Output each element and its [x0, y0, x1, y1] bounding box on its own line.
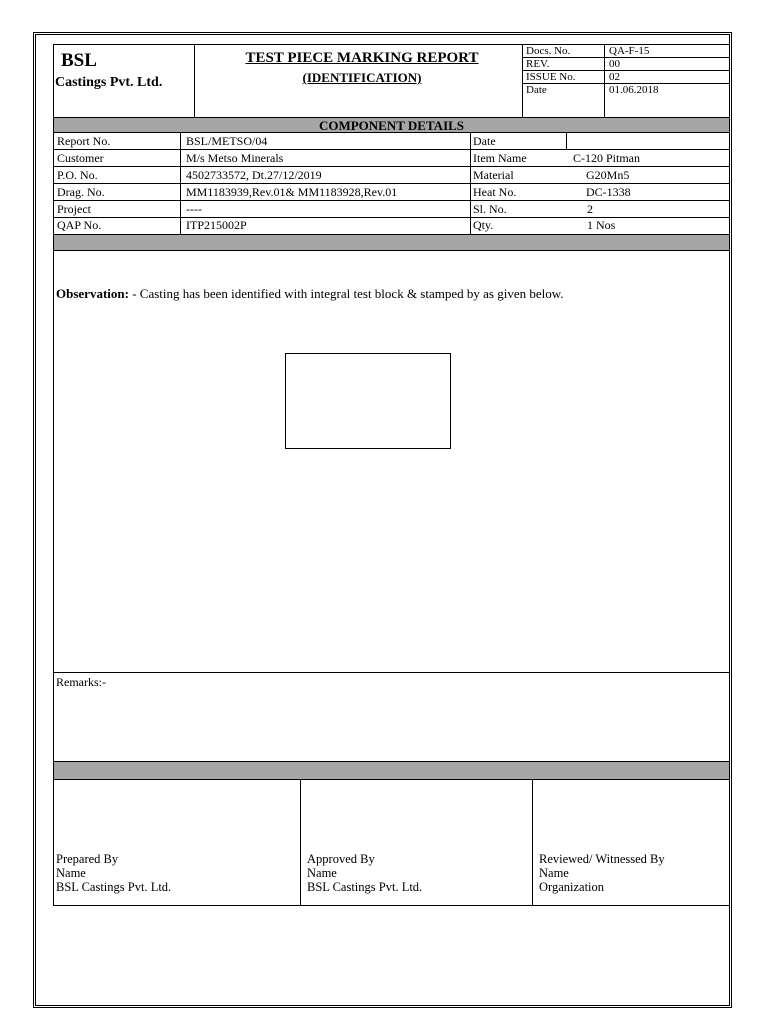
item-name-value: C-120 Pitman: [573, 151, 641, 165]
doc-date-label: Date: [526, 84, 547, 96]
observation-text: [56, 287, 564, 300]
approved-by-name: Name: [307, 866, 337, 880]
qap-no-value: ITP215002P: [186, 218, 247, 232]
doc-no-label: Docs. No.: [526, 45, 571, 57]
qap-no-label: QAP No.: [57, 218, 102, 232]
reviewed-by-label: Reviewed/ Witnessed By: [539, 852, 665, 866]
prepared-by-name: Name: [56, 866, 86, 880]
drag-no-label: Drag. No.: [57, 185, 105, 199]
observation-label: Observation:: [56, 286, 129, 301]
po-no-value: 4502733572, Dt.27/12/2019: [186, 168, 322, 182]
issue-no-label: ISSUE No.: [526, 71, 576, 83]
report-no-label: Report No.: [57, 134, 111, 148]
drag-no-value: MM1183939,Rev.01& MM1183928,Rev.01: [186, 185, 398, 199]
material-label: Material: [473, 168, 514, 182]
prepared-by-label: Prepared By: [56, 852, 119, 866]
rev-label: REV.: [526, 58, 550, 70]
observation-section: [53, 250, 730, 673]
reviewed-by-name: Name: [539, 866, 569, 880]
component-details-title: COMPONENT DETAILS: [318, 118, 465, 133]
company-subtitle: Castings Pvt. Ltd.: [55, 75, 163, 90]
approved-by-label: Approved By: [307, 852, 375, 866]
doc-info-table: [522, 45, 729, 117]
material-value: G20Mn5: [586, 168, 630, 182]
rev-value: 00: [609, 58, 620, 70]
component-details-table: [53, 132, 730, 235]
qty-label: Qty.: [473, 218, 494, 232]
project-value: ----: [186, 202, 202, 216]
stamp-image-box: [285, 353, 451, 449]
customer-label: Customer: [57, 151, 104, 165]
po-no-label: P.O. No.: [57, 168, 98, 182]
observation-body: - Casting has been identified with integral test block & stamped by as given below.: [128, 286, 564, 301]
reviewed-by-org: Organization: [539, 880, 605, 894]
approved-by-org: BSL Castings Pvt. Ltd.: [307, 880, 423, 894]
sl-no-label: Sl. No.: [473, 202, 507, 216]
heat-no-value: DC-1338: [586, 185, 631, 199]
qty-value: 1 Nos: [587, 218, 616, 232]
observation-bar: [53, 234, 730, 251]
signature-bar: [53, 761, 730, 780]
customer-value: M/s Metso Minerals: [186, 151, 284, 165]
project-label: Project: [57, 202, 91, 216]
doc-date-value: 01.06.2018: [609, 84, 659, 96]
prepared-by-org: BSL Castings Pvt. Ltd.: [56, 880, 172, 894]
remarks-label: Remarks:-: [56, 675, 106, 689]
doc-no-value: QA-F-15: [609, 45, 650, 57]
sl-no-value: 2: [587, 202, 593, 216]
heat-no-label: Heat No.: [473, 185, 517, 199]
issue-no-value: 02: [609, 71, 620, 83]
remarks-section: [53, 672, 730, 762]
company-name: BSL: [61, 50, 97, 71]
item-name-label: Item Name: [473, 151, 527, 165]
report-subtitle: (IDENTIFICATION): [302, 70, 422, 85]
date-label: Date: [473, 134, 496, 148]
report-title: TEST PIECE MARKING REPORT: [245, 50, 479, 66]
report-no-value: BSL/METSO/04: [186, 134, 268, 148]
